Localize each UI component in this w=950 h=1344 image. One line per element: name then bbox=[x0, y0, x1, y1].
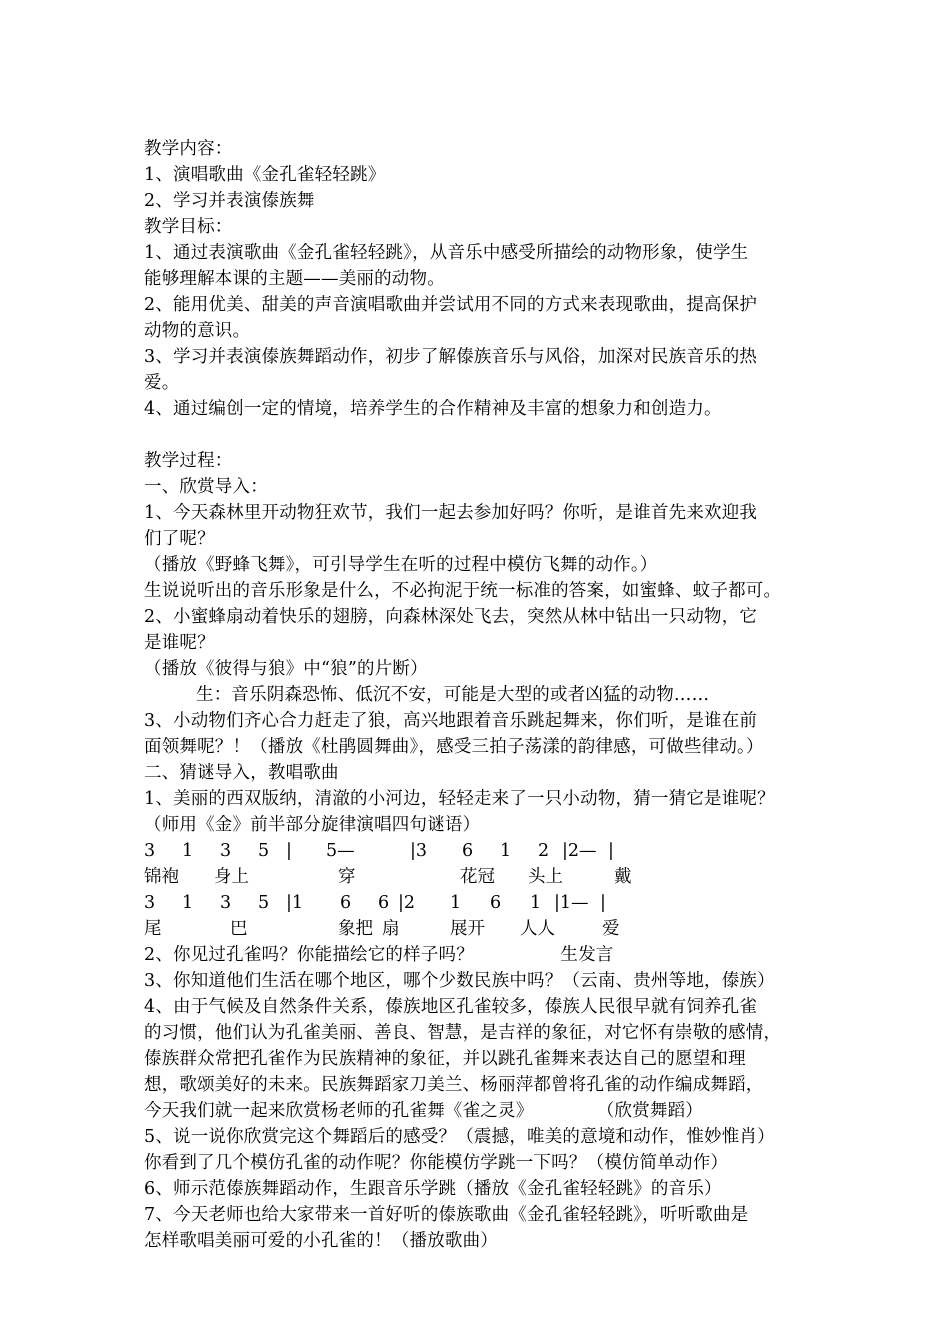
document-page bbox=[144, 136, 824, 1254]
content-heading: 教学内容： bbox=[144, 139, 233, 159]
note: 3 bbox=[144, 841, 156, 861]
part2-line: 3、你知道他们生活在哪个地区，哪个少数民族中吗？（云南、贵州等地，傣族） bbox=[144, 971, 775, 991]
goal-line: 动物的意识。 bbox=[144, 321, 251, 341]
part2-line: 5、说一说你欣赏完这个舞蹈后的感受？（震撼，唯美的意境和动作，惟妙惟肖） bbox=[144, 1127, 775, 1147]
goal-line: 3、学习并表演傣族舞蹈动作，初步了解傣族音乐与风俗，加深对民族音乐的热 bbox=[144, 347, 758, 367]
part1-line: （播放《彼得与狼》中“狼”的片断） bbox=[144, 659, 428, 679]
note: 6 bbox=[462, 841, 474, 861]
note: 1 bbox=[182, 893, 194, 913]
note: 3 bbox=[220, 893, 232, 913]
barline: | bbox=[608, 841, 614, 861]
lyric: 展开 bbox=[450, 919, 485, 939]
part2-line: 7、今天老师也给大家带来一首好听的傣族歌曲《金孔雀轻轻跳》，听听歌曲是 bbox=[144, 1205, 749, 1225]
part1-line: 生说说听出的音乐形象是什么，不必拘泥于统一标准的答案，如蜜蜂、蚊子都可。 bbox=[144, 581, 782, 601]
part1-line: 2、小蜜蜂扇动着快乐的翅膀，向森林深处飞去，突然从林中钻出一只动物，它 bbox=[144, 607, 758, 627]
note: 5— bbox=[326, 841, 355, 861]
part1-line: 是谁呢？ bbox=[144, 633, 215, 653]
part1-indented-line: 生：音乐阴森恐怖、低沉不安，可能是大型的或者凶猛的动物…… bbox=[196, 685, 710, 705]
note: 1 bbox=[530, 893, 542, 913]
part2-line: （师用《金》前半部分旋律演唱四句谜语） bbox=[144, 815, 481, 835]
note: 1 bbox=[450, 893, 462, 913]
notation-row-1 bbox=[144, 838, 824, 864]
goal-line: 2、能用优美、甜美的声音演唱歌曲并尝试用不同的方式来表现歌曲，提高保护 bbox=[144, 295, 758, 315]
process-heading: 教学过程： bbox=[144, 451, 233, 471]
content-item: 1、演唱歌曲《金孔雀轻轻跳》 bbox=[144, 165, 386, 185]
lyric: 巴 bbox=[230, 919, 248, 939]
part1-line: 们了呢？ bbox=[144, 529, 215, 549]
goals-heading: 教学目标： bbox=[144, 217, 233, 237]
notation-row-2 bbox=[144, 890, 824, 916]
lyrics-row-2 bbox=[144, 916, 824, 942]
note: |1— bbox=[554, 893, 589, 913]
note: |2— bbox=[562, 841, 597, 861]
part2-line: 6、师示范傣族舞蹈动作，生跟音乐学跳（播放《金孔雀轻轻跳》的音乐） bbox=[144, 1179, 722, 1199]
barline: | bbox=[286, 841, 292, 861]
part2-line: 今天我们就一起来欣赏杨老师的孔雀舞《雀之灵》 （欣赏舞蹈） bbox=[144, 1101, 703, 1121]
part1-line: （播放《野蜂飞舞》，可引导学生在听的过程中模仿飞舞的动作。） bbox=[144, 555, 658, 575]
lyric: 尾 bbox=[144, 919, 162, 939]
note: 5 bbox=[258, 893, 270, 913]
lyric: 戴 bbox=[614, 867, 632, 887]
note: 1 bbox=[500, 841, 512, 861]
content-item: 2、学习并表演傣族舞 bbox=[144, 191, 315, 211]
note: 3 bbox=[144, 893, 156, 913]
note: 6 bbox=[378, 893, 390, 913]
lyric: 身上 bbox=[214, 867, 249, 887]
part2-line: 怎样歌唱美丽可爱的小孔雀的！（播放歌曲） bbox=[144, 1231, 498, 1251]
note: 1 bbox=[182, 841, 194, 861]
lyric: 扇 bbox=[382, 919, 400, 939]
part2-heading: 二、猜谜导入，教唱歌曲 bbox=[144, 763, 339, 783]
lyric: 人人 bbox=[520, 919, 555, 939]
part1-line: 面领舞呢？！（播放《杜鹃圆舞曲》，感受三拍子荡漾的韵律感，可做些律动。） bbox=[144, 737, 764, 757]
part2-line: 你看到了几个模仿孔雀的动作呢？你能模仿学跳一下吗？（模仿简单动作） bbox=[144, 1153, 729, 1173]
part2-line: 傣族群众常把孔雀作为民族精神的象征，并以跳孔雀舞来表达自己的愿望和理 bbox=[144, 1049, 746, 1069]
part2-line: 2、你见过孔雀吗？你能描绘它的样子吗？ 生发言 bbox=[144, 945, 614, 965]
goal-line: 爱。 bbox=[144, 373, 180, 393]
goal-line: 4、通过编创一定的情境，培养学生的合作精神及丰富的想象力和创造力。 bbox=[144, 399, 722, 419]
part2-line: 1、美丽的西双版纳，清澈的小河边，轻轻走来了一只小动物，猜一猜它是谁呢？ bbox=[144, 789, 775, 809]
blank-line bbox=[144, 422, 824, 448]
note: 2 bbox=[538, 841, 550, 861]
goal-line: 1、通过表演歌曲《金孔雀轻轻跳》，从音乐中感受所描绘的动物形象，使学生 bbox=[144, 243, 749, 263]
lyrics-row-1 bbox=[144, 864, 824, 890]
part2-line: 4、由于气候及自然条件关系，傣族地区孔雀较多，傣族人民很早就有饲养孔雀 bbox=[144, 997, 758, 1017]
part2-line: 想，歌颂美好的未来。民族舞蹈家刀美兰、杨丽萍都曾将孔雀的动作编成舞蹈， bbox=[144, 1075, 764, 1095]
lyric: 头上 bbox=[528, 867, 563, 887]
lyric: 穿 bbox=[338, 867, 356, 887]
note: 5 bbox=[258, 841, 270, 861]
note: |3 bbox=[410, 841, 428, 861]
note: |2 bbox=[398, 893, 416, 913]
lyric: 花冠 bbox=[460, 867, 495, 887]
note: |1 bbox=[286, 893, 304, 913]
note: 6 bbox=[340, 893, 352, 913]
part1-line: 3、小动物们齐心合力赶走了狼，高兴地跟着音乐跳起舞来，你们听，是谁在前 bbox=[144, 711, 758, 731]
part1-heading: 一、欣赏导入： bbox=[144, 477, 268, 497]
part2-line: 的习惯，他们认为孔雀美丽、善良、智慧，是吉祥的象征，对它怀有崇敬的感情， bbox=[144, 1023, 782, 1043]
note: 6 bbox=[490, 893, 502, 913]
goal-line: 能够理解本课的主题——美丽的动物。 bbox=[144, 269, 445, 289]
lyric: 爱 bbox=[602, 919, 620, 939]
note: 3 bbox=[220, 841, 232, 861]
lyric: 象把 bbox=[338, 919, 373, 939]
part1-line: 1、今天森林里开动物狂欢节，我们一起去参加好吗？你听，是谁首先来欢迎我 bbox=[144, 503, 758, 523]
barline: | bbox=[600, 893, 606, 913]
lyric: 锦袍 bbox=[144, 867, 179, 887]
